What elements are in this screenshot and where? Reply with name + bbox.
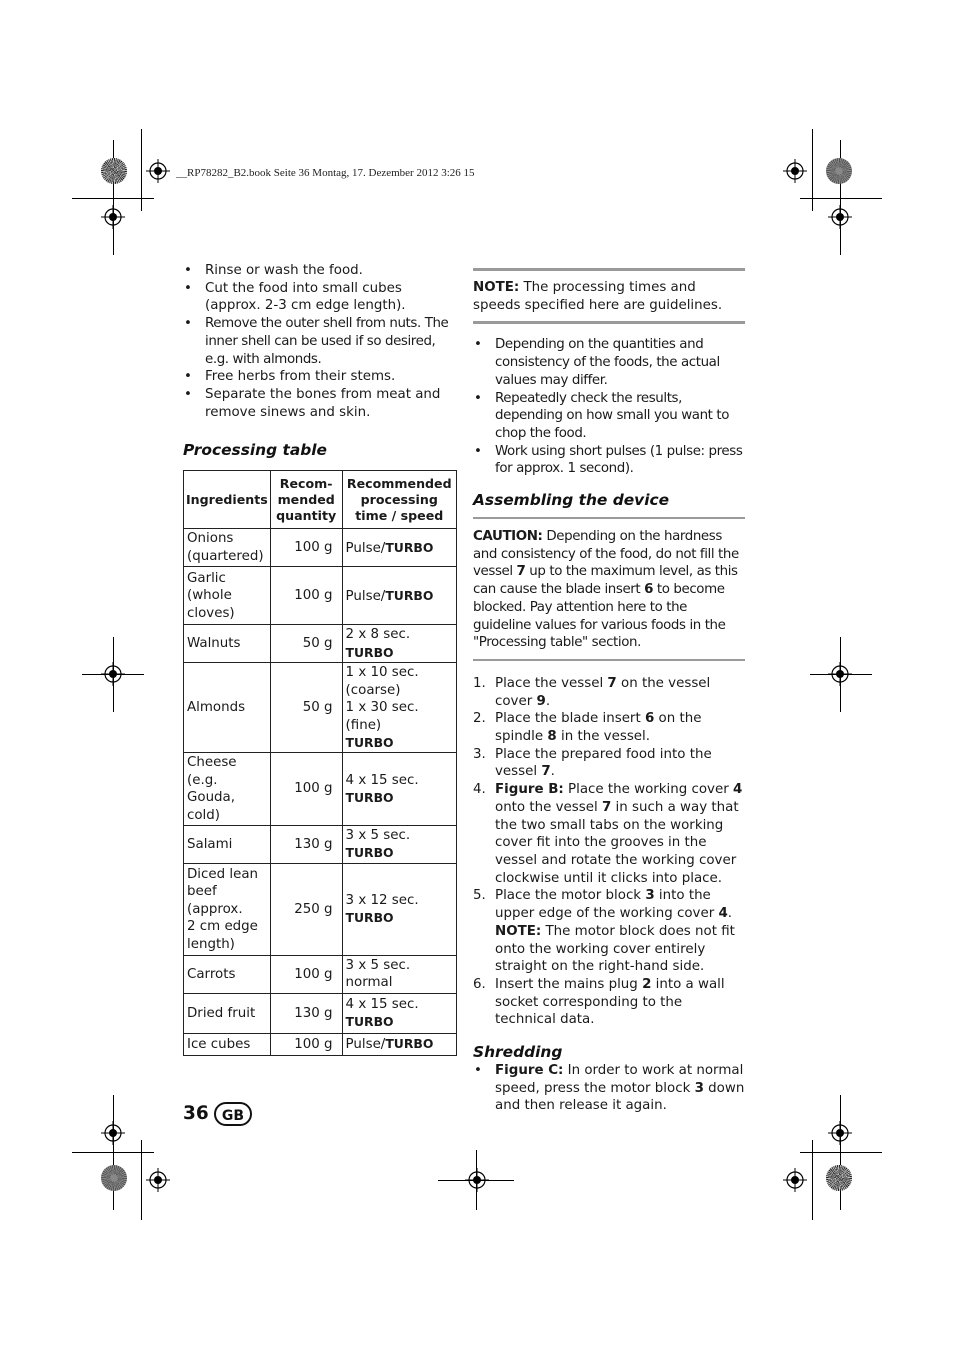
time-text: Pulse/	[345, 540, 386, 556]
caution-text: Depending on the hardness and consistency of the food, do not fill the vessel	[473, 529, 739, 580]
time-cell	[342, 955, 456, 993]
figure-label: Figure C:	[495, 1063, 564, 1079]
speed-text: TURBO	[345, 734, 394, 750]
registration-mark-icon	[828, 205, 852, 229]
step-text: Insert the mains plug	[495, 976, 643, 992]
processing-table	[183, 470, 457, 1056]
color-dial-icon	[101, 158, 127, 184]
step-text: into a wall socket corresponding to the technical data.	[495, 976, 725, 1028]
country-badge: GB	[214, 1102, 252, 1126]
step-number: 5.	[473, 888, 486, 904]
assembling-title: Assembling the device	[473, 491, 670, 510]
ingredient-cell	[184, 863, 271, 955]
step-text: on the spindle	[495, 711, 702, 745]
step-number: 2.	[473, 711, 486, 727]
step-text: .	[550, 764, 555, 780]
assembly-steps	[473, 675, 745, 1029]
time-text: 3 x 5 sec.	[345, 958, 411, 974]
time-text: 3 x 5 sec.	[345, 828, 411, 844]
step-text: on the vessel cover	[495, 675, 711, 709]
part-number: 6	[644, 582, 654, 598]
caution-paragraph	[473, 528, 745, 652]
speed-text: TURBO	[345, 790, 394, 806]
note-text: The motor block does not fit onto the working cover entirely straight on the right-hand side.	[495, 923, 735, 975]
registration-mark-icon	[828, 1121, 852, 1145]
table-row	[184, 625, 457, 663]
ingredient-text: Diced lean beef (approx.	[187, 866, 259, 917]
part-number: 4	[732, 782, 743, 798]
registration-mark-icon	[465, 1168, 489, 1192]
speed-text: TURBO	[345, 910, 394, 926]
quantity-cell: 100 g	[270, 529, 342, 567]
ingredient-cell: Carrots	[184, 955, 271, 993]
step-text: Place the motor block	[495, 888, 646, 904]
step-text: Place the vessel	[495, 675, 608, 691]
crop-mark	[113, 1095, 114, 1210]
table-row	[184, 825, 457, 863]
list-item: • Remove the outer shell from nuts. The inner shell can be used if so desired, e.g. with almonds.	[183, 315, 457, 368]
registration-mark-icon	[101, 205, 125, 229]
step-number: 4.	[473, 782, 486, 798]
registration-mark-icon	[101, 1121, 125, 1145]
divider	[473, 268, 745, 271]
ingredient-cell: Onions (quartered)	[184, 529, 271, 567]
guideline-bullet-list	[473, 336, 745, 478]
registration-mark-icon	[828, 662, 852, 686]
time-cell	[342, 663, 456, 753]
time-text: 4 x 15 sec.	[345, 772, 419, 788]
note-paragraph	[473, 279, 745, 314]
table-row	[184, 567, 457, 625]
quantity-cell: 250 g	[270, 863, 342, 955]
list-item: • Work using short pulses (1 pulse: press for approx. 1 second).	[473, 443, 745, 478]
time-cell	[342, 529, 456, 567]
figure-label: Figure B:	[495, 782, 564, 798]
part-number: 7	[601, 799, 612, 815]
table-header-row	[184, 471, 457, 529]
ingredient-cell: Walnuts	[184, 625, 271, 663]
divider	[473, 659, 745, 661]
table-row	[184, 529, 457, 567]
time-text: 1 x 10 sec. (coarse)	[345, 665, 419, 698]
list-item: • Free herbs from their stems.	[183, 368, 457, 386]
speed-text: TURBO	[385, 587, 434, 603]
list-item	[473, 746, 745, 781]
registration-mark-icon	[783, 1168, 807, 1192]
table-row	[184, 753, 457, 826]
time-text: 4 x 15 sec.	[345, 997, 419, 1013]
ingredient-cell: Garlic (whole cloves)	[184, 567, 271, 625]
crop-mark	[840, 1095, 841, 1210]
quantity-cell: 100 g	[270, 567, 342, 625]
speed-text: normal	[345, 975, 393, 991]
part-number: 7	[607, 675, 617, 691]
crop-mark	[800, 198, 882, 199]
time-text: 1 x 30 sec. (fine)	[345, 700, 419, 733]
part-number: 6	[644, 711, 655, 727]
time-cell	[342, 863, 456, 955]
divider	[473, 321, 745, 324]
print-header: __RP78282_B2.book Seite 36 Montag, 17. Dezember 2012 3:26 15	[176, 167, 475, 179]
column-header: Recommended processing time / speed	[342, 471, 456, 529]
list-item	[473, 675, 745, 710]
shredding-bullet-list	[473, 1062, 745, 1115]
column-header: Ingredients	[184, 471, 271, 529]
list-item: • Separate the bones from meat and remove sinews and skin.	[183, 386, 457, 421]
time-cell	[342, 993, 456, 1033]
time-text: 2 x 8 sec.	[345, 627, 411, 643]
list-item: • Rinse or wash the food.	[183, 262, 457, 280]
step-text: .	[727, 906, 733, 922]
table-row	[184, 955, 457, 993]
caution-label: CAUTION:	[473, 529, 543, 545]
divider	[473, 517, 745, 519]
speed-text: TURBO	[345, 644, 394, 660]
ingredient-cell: Dried fruit	[184, 993, 271, 1033]
quantity-cell: 100 g	[270, 955, 342, 993]
prep-bullet-list	[183, 262, 457, 421]
note-text: The processing times and speeds specified here are guidelines.	[473, 280, 723, 313]
step-text: down and then release it again.	[495, 1080, 745, 1114]
table-row	[184, 663, 457, 753]
step-number: 6.	[473, 976, 486, 992]
quantity-cell: 130 g	[270, 993, 342, 1033]
step-text: into the upper edge of the working cover	[495, 888, 719, 922]
time-cell	[342, 567, 456, 625]
part-number: 8	[547, 729, 557, 745]
ingredient-text: 2 cm edge length)	[187, 919, 258, 952]
speed-text: TURBO	[345, 845, 394, 861]
step-text: in such a way that the two small tabs on the working cover fit into the grooves in the vessel and rotate the working cover clockwise until it clicks into place.	[495, 799, 739, 886]
quantity-cell: 100 g	[270, 753, 342, 826]
step-text: Place the working cover	[563, 782, 733, 798]
color-dial-icon	[826, 158, 852, 184]
part-number: 7	[541, 764, 551, 780]
processing-table-title: Processing table	[183, 441, 327, 460]
list-item	[473, 976, 745, 1029]
ingredient-cell: Salami	[184, 825, 271, 863]
quantity-cell: 50 g	[270, 663, 342, 753]
list-item: • Depending on the quantities and consistency of the foods, the actual values may differ.	[473, 336, 745, 389]
part-number: 3	[645, 888, 655, 904]
color-dial-icon	[101, 1165, 127, 1191]
step-text: Place the blade insert	[495, 711, 645, 727]
speed-text: TURBO	[345, 1014, 394, 1030]
right-column	[473, 268, 745, 1115]
left-column	[183, 262, 457, 1056]
part-number: 9	[536, 693, 546, 709]
table-row	[184, 863, 457, 955]
registration-mark-icon	[146, 159, 170, 183]
column-header: Recom-mended quantity	[270, 471, 342, 529]
time-text: Pulse/	[345, 588, 386, 604]
color-dial-icon	[826, 1165, 852, 1191]
crop-mark	[800, 1152, 882, 1153]
list-item: • Repeatedly check the results, depending on how small you want to chop the food.	[473, 390, 745, 443]
step-text: in the vessel.	[556, 729, 651, 745]
time-cell	[342, 825, 456, 863]
ingredient-cell: Cheese (e.g. Gouda, cold)	[184, 753, 271, 826]
quantity-cell: 50 g	[270, 625, 342, 663]
caution-text: to become blocked. Pay attention here to the guideline values for various foods in the "Processing table" section.	[473, 582, 726, 651]
note-label: NOTE:	[495, 923, 542, 939]
step-text: Place the prepared food into the vessel	[495, 746, 712, 780]
registration-mark-icon	[783, 159, 807, 183]
ingredient-cell: Almonds	[184, 663, 271, 753]
time-cell	[342, 625, 456, 663]
speed-text: TURBO	[385, 539, 434, 555]
ingredient-cell: Ice cubes	[184, 1033, 271, 1055]
shredding-title: Shredding	[473, 1043, 563, 1062]
list-item: • Cut the food into small cubes (approx. 2-3 cm edge length).	[183, 280, 457, 315]
step-text: In order to work at normal speed, press the motor block	[495, 1063, 744, 1096]
speed-text: TURBO	[385, 1036, 434, 1052]
part-number: 7	[516, 564, 526, 580]
step-text: .	[545, 693, 551, 709]
list-item	[473, 710, 745, 745]
part-number: 3	[694, 1080, 704, 1096]
list-item	[473, 781, 745, 887]
time-text: Pulse/	[345, 1037, 386, 1053]
registration-mark-icon	[101, 662, 125, 686]
list-item	[473, 1062, 745, 1115]
time-cell	[342, 753, 456, 826]
note-label: NOTE:	[473, 280, 520, 295]
table-row	[184, 1033, 457, 1055]
time-text: 3 x 12 sec.	[345, 893, 419, 909]
table-row	[184, 993, 457, 1033]
caution-text: up to the maximum level, as this can cause the blade insert	[473, 564, 738, 598]
quantity-cell: 130 g	[270, 825, 342, 863]
step-number: 3.	[473, 746, 486, 762]
step-text: onto the vessel	[495, 799, 602, 815]
part-number: 4	[718, 906, 728, 922]
page-number: 36	[183, 1103, 209, 1124]
registration-mark-icon	[146, 1168, 170, 1192]
list-item	[473, 887, 745, 976]
step-number: 1.	[473, 675, 486, 691]
time-cell	[342, 1033, 456, 1055]
quantity-cell: 100 g	[270, 1033, 342, 1055]
part-number: 2	[642, 976, 652, 992]
